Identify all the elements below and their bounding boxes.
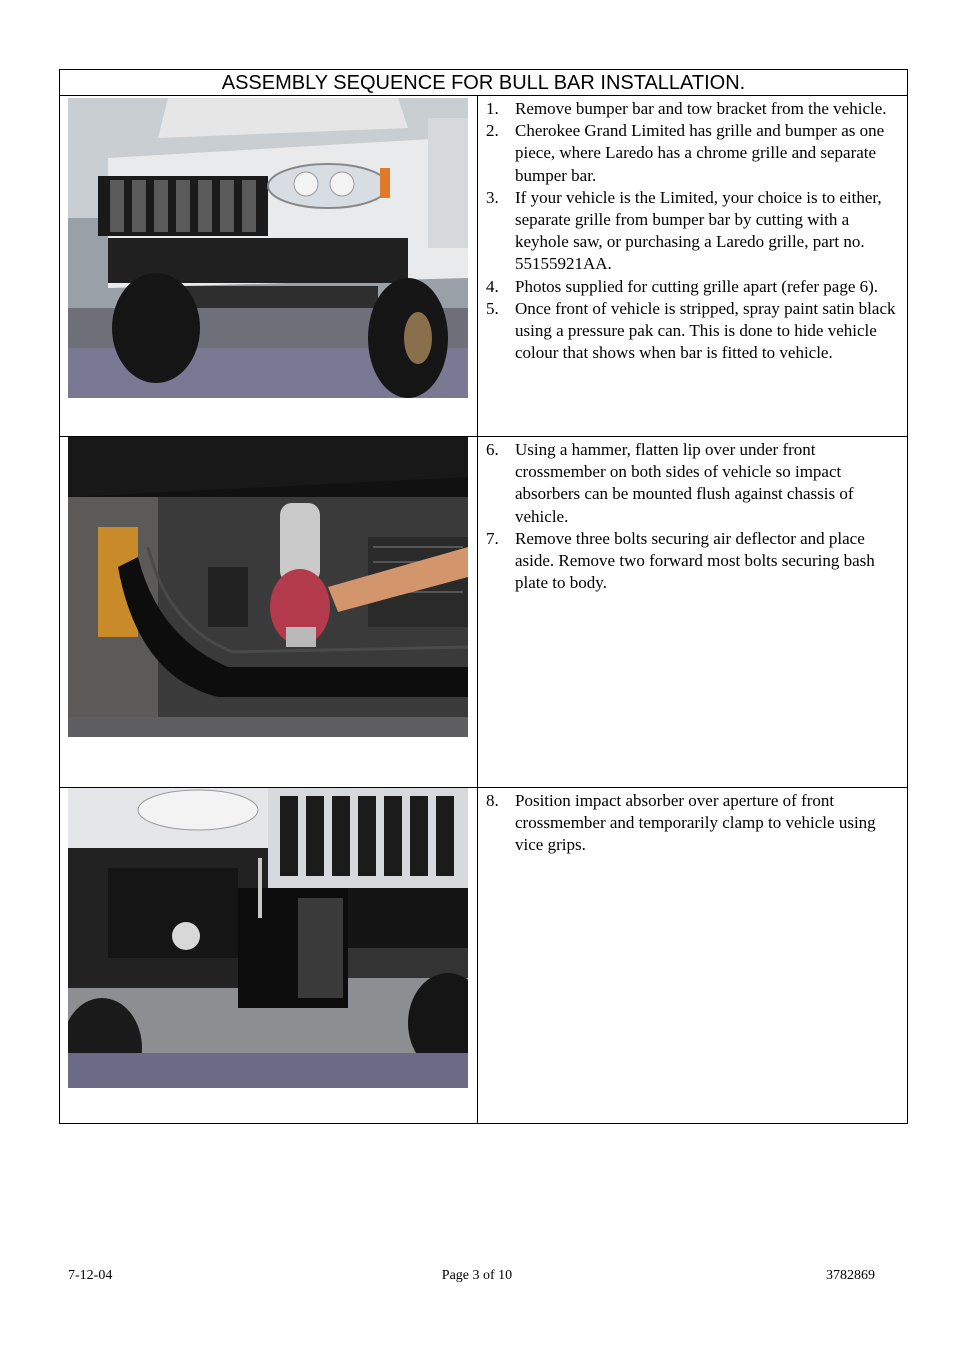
hammer-crossmember-photo bbox=[68, 437, 468, 737]
step-text: Photos supplied for cutting grille apart (refer page 6). bbox=[515, 276, 879, 296]
step-text: Position impact absorber over aperture of front crossmember and temporarily clamp to vehicle using vice grips. bbox=[515, 791, 876, 855]
step-item: 5. Once front of vehicle is stripped, spray paint satin black using a pressure pak can. This is done to hide vehicle colour that shows when bar is fitted to vehicle. bbox=[486, 298, 896, 363]
step-item: 6. Using a hammer, flatten lip over under front crossmember on both sides of vehicle so impact absorbers can be mounted flush against chassis of vehicle. bbox=[486, 440, 854, 526]
step-item: 1. Remove bumper bar and tow bracket from the vehicle. bbox=[486, 99, 887, 118]
assembly-table bbox=[59, 69, 908, 1124]
step-item: 8. Position impact absorber over aperture of front crossmember and temporarily clamp to vehicle using vice grips. bbox=[486, 791, 876, 855]
step-item: 3. If your vehicle is the Limited, your choice is to either, separate grille from bumper bar by cutting with a keyhole saw, or purchasing a Laredo grille, part no. 55155921AA. bbox=[486, 187, 882, 274]
step-text: Remove three bolts securing air deflector and place aside. Remove two forward most bolts securing bash plate to body. bbox=[515, 528, 875, 593]
footer-doc-number: 3782869 bbox=[826, 1268, 875, 1283]
impact-absorber-clamp-photo bbox=[68, 788, 468, 1088]
jeep-front-photo-icon bbox=[68, 98, 468, 398]
step-item: 7. Remove three bolts securing air deflector and place aside. Remove two forward most bolts securing bash plate to body. bbox=[486, 528, 875, 593]
step-list-3 bbox=[486, 790, 901, 857]
impact-absorber-photo-icon bbox=[68, 788, 468, 1088]
step-text: Remove bumper bar and tow bracket from the vehicle. bbox=[515, 99, 887, 118]
step-text: Once front of vehicle is stripped, spray paint satin black using a pressure pak can. This is done to hide vehicle colour that shows when bar is fitted to vehicle. bbox=[515, 298, 896, 363]
step-text: Cherokee Grand Limited has grille and bumper as one piece, where Laredo has a chrome grille and separate bumper bar. bbox=[515, 121, 885, 185]
step-list-1 bbox=[486, 98, 901, 364]
step-row-1 bbox=[60, 96, 907, 436]
hammer-photo-icon bbox=[68, 437, 468, 737]
step-row-2 bbox=[60, 436, 907, 787]
page-title: ASSEMBLY SEQUENCE FOR BULL BAR INSTALLATION. bbox=[60, 70, 907, 96]
step-text: If your vehicle is the Limited, your choice is to either, separate grille from bumper bar by cutting with a keyhole saw, or purchasing a Laredo grille, part no. 55155921AA. bbox=[515, 187, 882, 274]
jeep-front-stripped-photo bbox=[68, 98, 468, 398]
step-item: 2. Cherokee Grand Limited has grille and bumper as one piece, where Laredo has a chrome grille and separate bumper bar. bbox=[486, 121, 885, 185]
step-item: 4. Photos supplied for cutting grille apart (refer page 6). bbox=[486, 276, 879, 296]
footer-page-number: Page 3 of 10 bbox=[441, 1268, 513, 1283]
step-text: Using a hammer, flatten lip over under front crossmember on both sides of vehicle so impact absorbers can be mounted flush against chassis of vehicle. bbox=[515, 440, 854, 526]
step-row-3 bbox=[60, 787, 907, 1125]
step-list-2 bbox=[486, 439, 901, 594]
footer-date: 7-12-04 bbox=[68, 1268, 113, 1283]
